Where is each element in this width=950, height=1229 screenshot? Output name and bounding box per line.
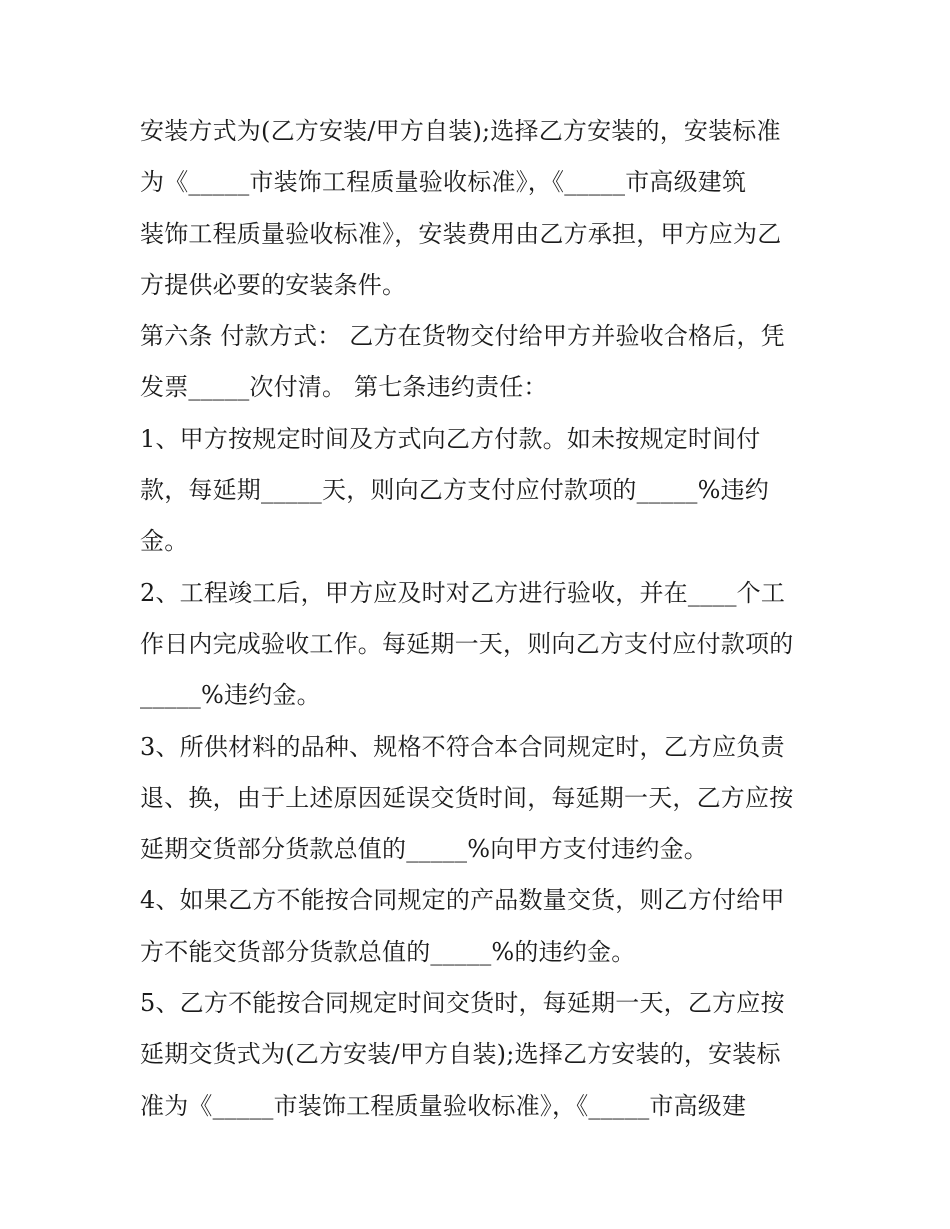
text-line: 退、换，由于上述原因延误交货时间，每延期一天，乙方应按 [140, 783, 794, 812]
text-line: 发票_____次付清。 第七条违约责任： [140, 373, 548, 402]
text-line: 3、所供材料的品种、规格不符合本合同规定时，乙方应负责 [140, 732, 785, 761]
text-line: 第六条 付款方式： 乙方在货物交付给甲方并验收合格后，凭 [140, 322, 785, 351]
text-line: 为《_____市装饰工程质量验收标准》，《_____市高级建筑 [140, 168, 747, 197]
text-line: 延期交货式为(乙方安装/甲方自装);选择乙方安装的，安装标 [140, 1040, 781, 1069]
text-line: 5、乙方不能按合同规定时间交货时，每延期一天，乙方应按 [140, 989, 785, 1018]
text-line: _____%违约金。 [140, 681, 321, 710]
text-line: 4、如果乙方不能按合同规定的产品数量交货，则乙方付给甲 [140, 886, 785, 915]
text-line: 准为《_____市装饰工程质量验收标准》，《_____市高级建 [140, 1091, 747, 1120]
text-line: 2、工程竣工后，甲方应及时对乙方进行验收，并在____个工 [140, 578, 786, 607]
text-line: 装饰工程质量验收标准》，安装费用由乙方承担，甲方应为乙 [140, 219, 782, 248]
text-line: 款，每延期_____天，则向乙方支付应付款项的_____%违约 [140, 476, 770, 505]
text-line: 1、甲方按规定时间及方式向乙方付款。如未按规定时间付 [140, 424, 761, 453]
document-body [140, 106, 830, 1132]
text-line: 延期交货部分货款总值的_____%向甲方支付违约金。 [140, 835, 709, 864]
text-line: 作日内完成验收工作。每延期一天，则向乙方支付应付款项的 [140, 629, 794, 658]
text-line: 金。 [140, 527, 189, 556]
text-line: 安装方式为(乙方安装/甲方自装);选择乙方安装的，安装标准 [140, 117, 781, 145]
text-line: 方不能交货部分货款总值的_____%的违约金。 [140, 937, 636, 966]
text-line: 方提供必要的安装条件。 [140, 270, 407, 299]
